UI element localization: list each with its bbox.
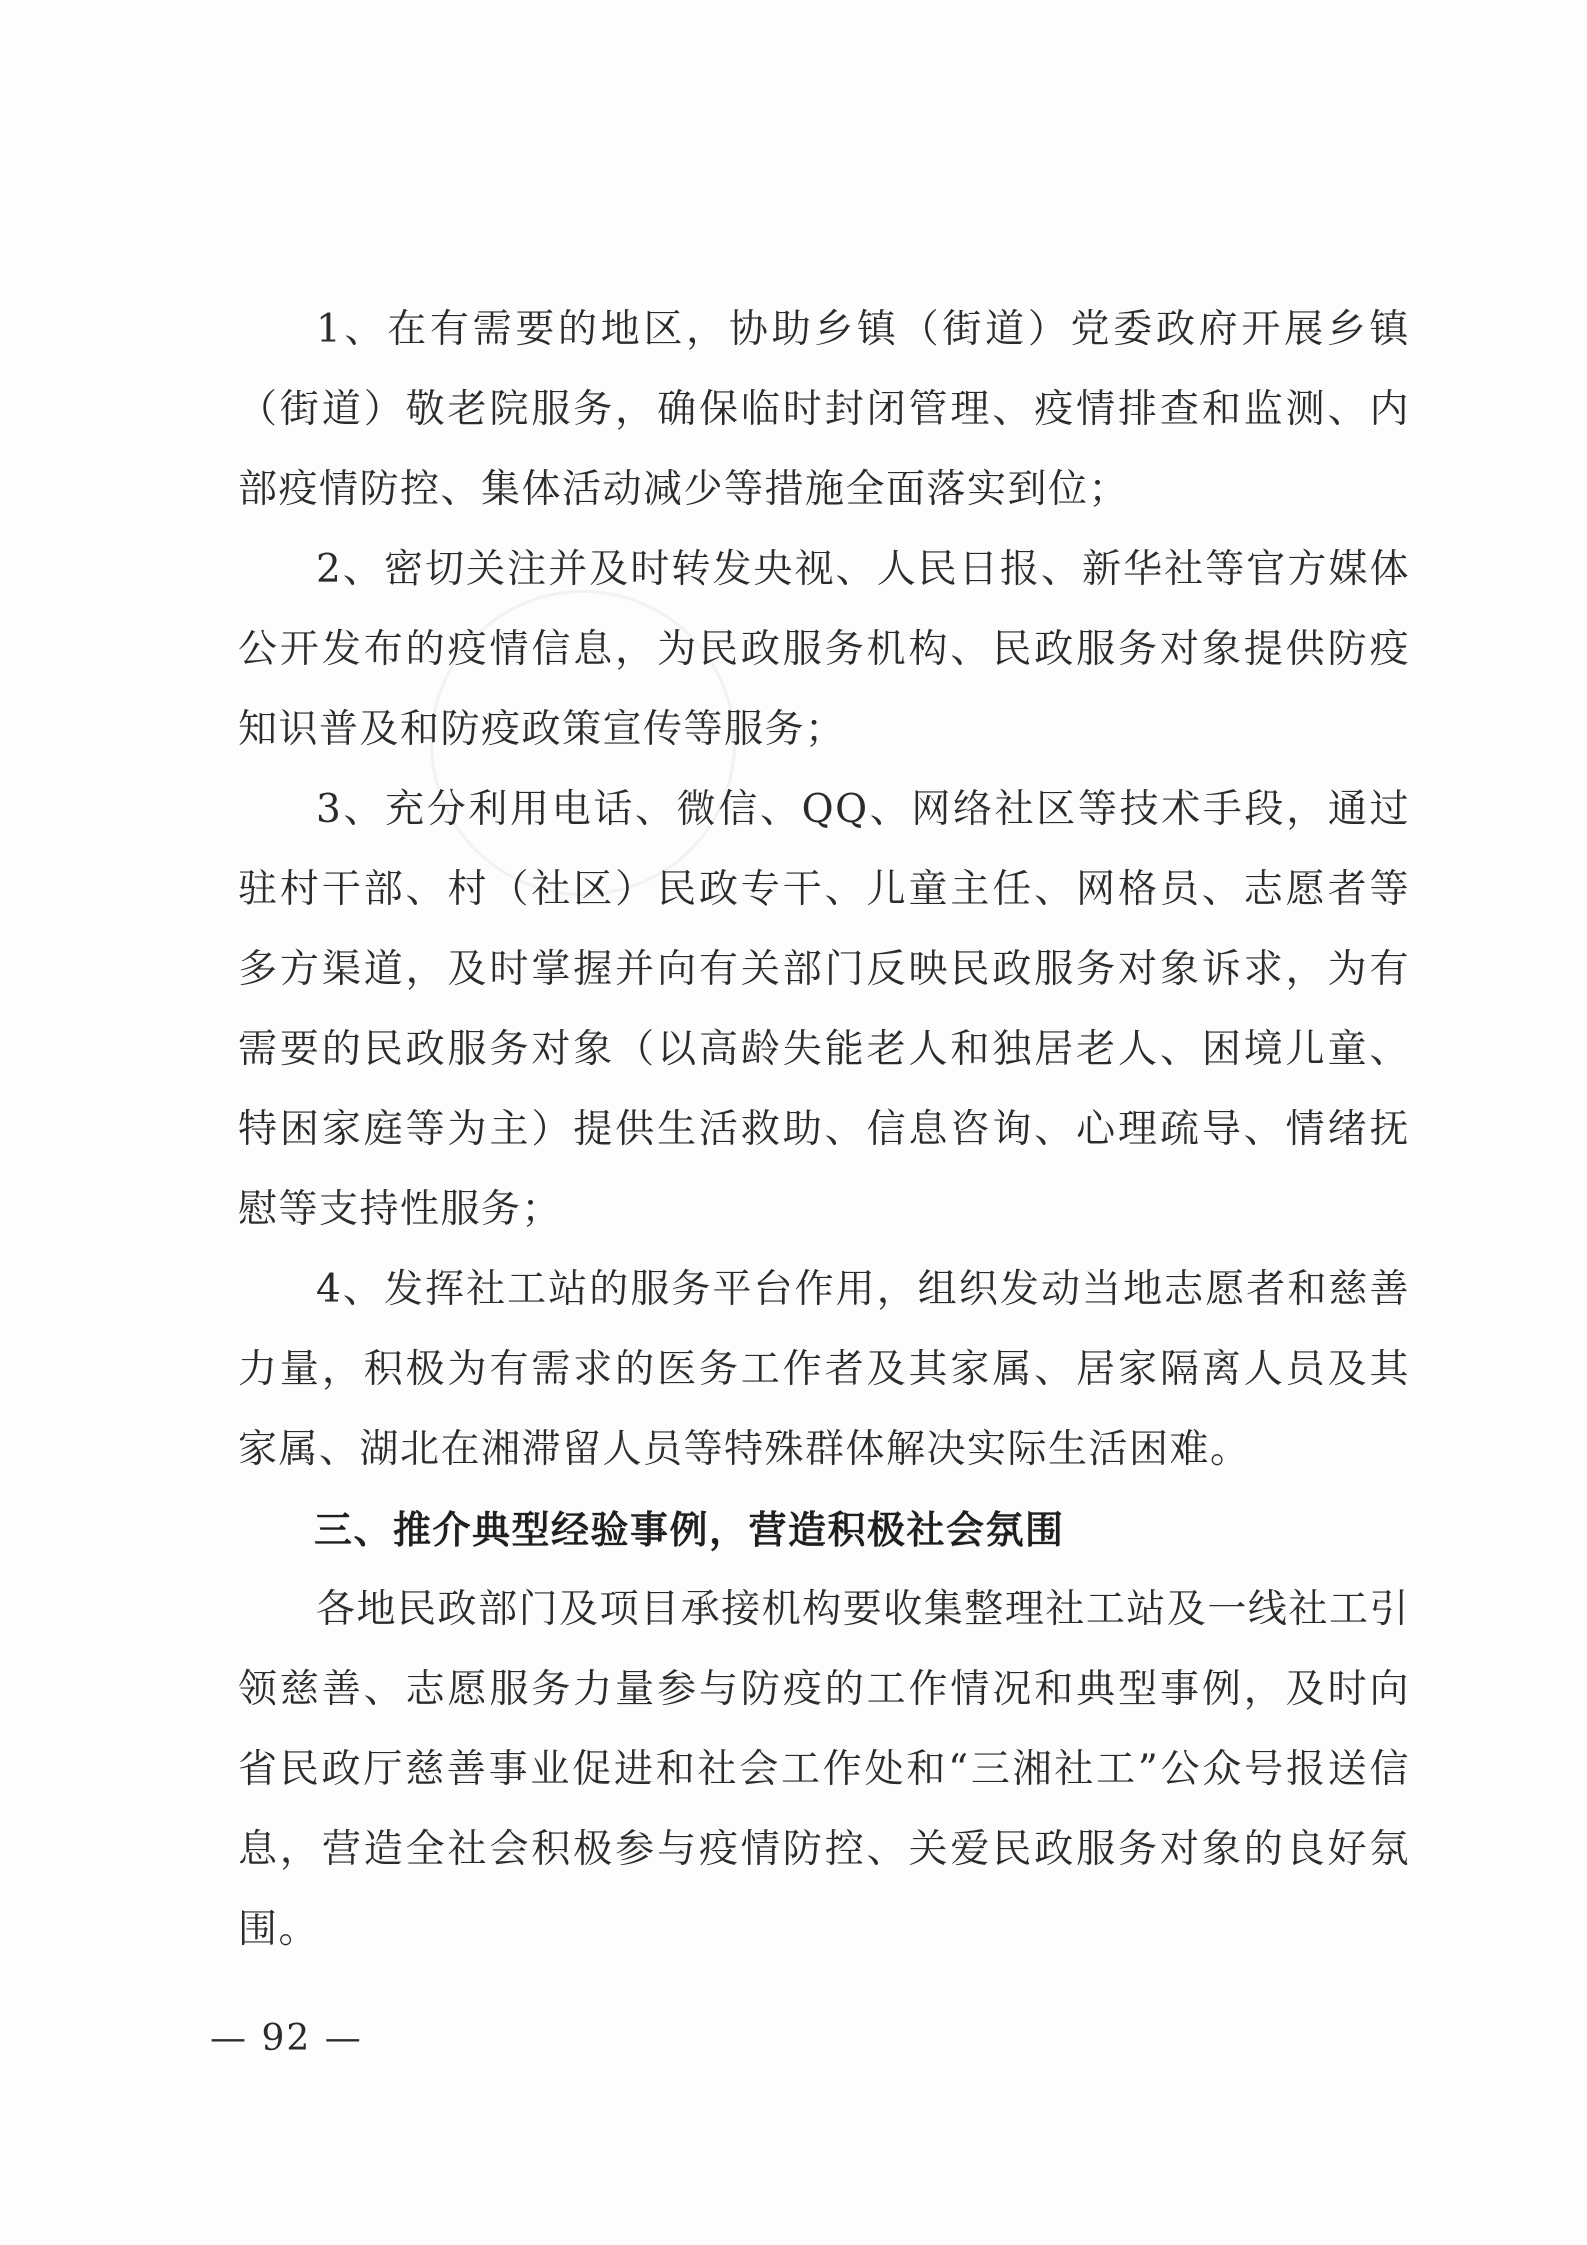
- paragraph-item-4: 4、发挥社工站的服务平台作用，组织发动当地志愿者和慈善力量，积极为有需求的医务工作者及其家属、居家隔离人员及其家属、湖北在湘滞留人员等特殊群体解决实际生活困难。: [238, 1267, 1410, 1472]
- document-body: [238, 290, 1410, 1970]
- page-number: — 92 —: [210, 2018, 363, 2059]
- paragraph-item-3: 3、充分利用电话、微信、QQ、网络社区等技术手段，通过驻村干部、村（社区）民政专干、儿童主任、网格员、志愿者等多方渠道，及时掌握并向有关部门反映民政服务对象诉求，为有需要的民政服务对象（以高龄失能老人和独居老人、困境儿童、特困家庭等为主）提供生活救助、信息咨询、心理疏导、情绪抚慰等支持性服务；: [238, 787, 1410, 1232]
- paragraph-item-2: 2、密切关注并及时转发央视、人民日报、新华社等官方媒体公开发布的疫情信息，为民政服务机构、民政服务对象提供防疫知识普及和防疫政策宣传等服务；: [238, 547, 1410, 752]
- paragraph-section-3: 各地民政部门及项目承接机构要收集整理社工站及一线社工引领慈善、志愿服务力量参与防疫的工作情况和典型事例，及时向省民政厅慈善事业促进和社会工作处和“三湘社工”公众号报送信息，营造全社会积极参与疫情防控、关爱民政服务对象的良好氛围。: [238, 1587, 1410, 1952]
- paragraph-item-1: 1、在有需要的地区，协助乡镇（街道）党委政府开展乡镇（街道）敬老院服务，确保临时封闭管理、疫情排查和监测、内部疫情防控、集体活动减少等措施全面落实到位；: [238, 307, 1410, 512]
- section-heading-3: 三、推介典型经验事例，营造积极社会氛围: [314, 1508, 1065, 1552]
